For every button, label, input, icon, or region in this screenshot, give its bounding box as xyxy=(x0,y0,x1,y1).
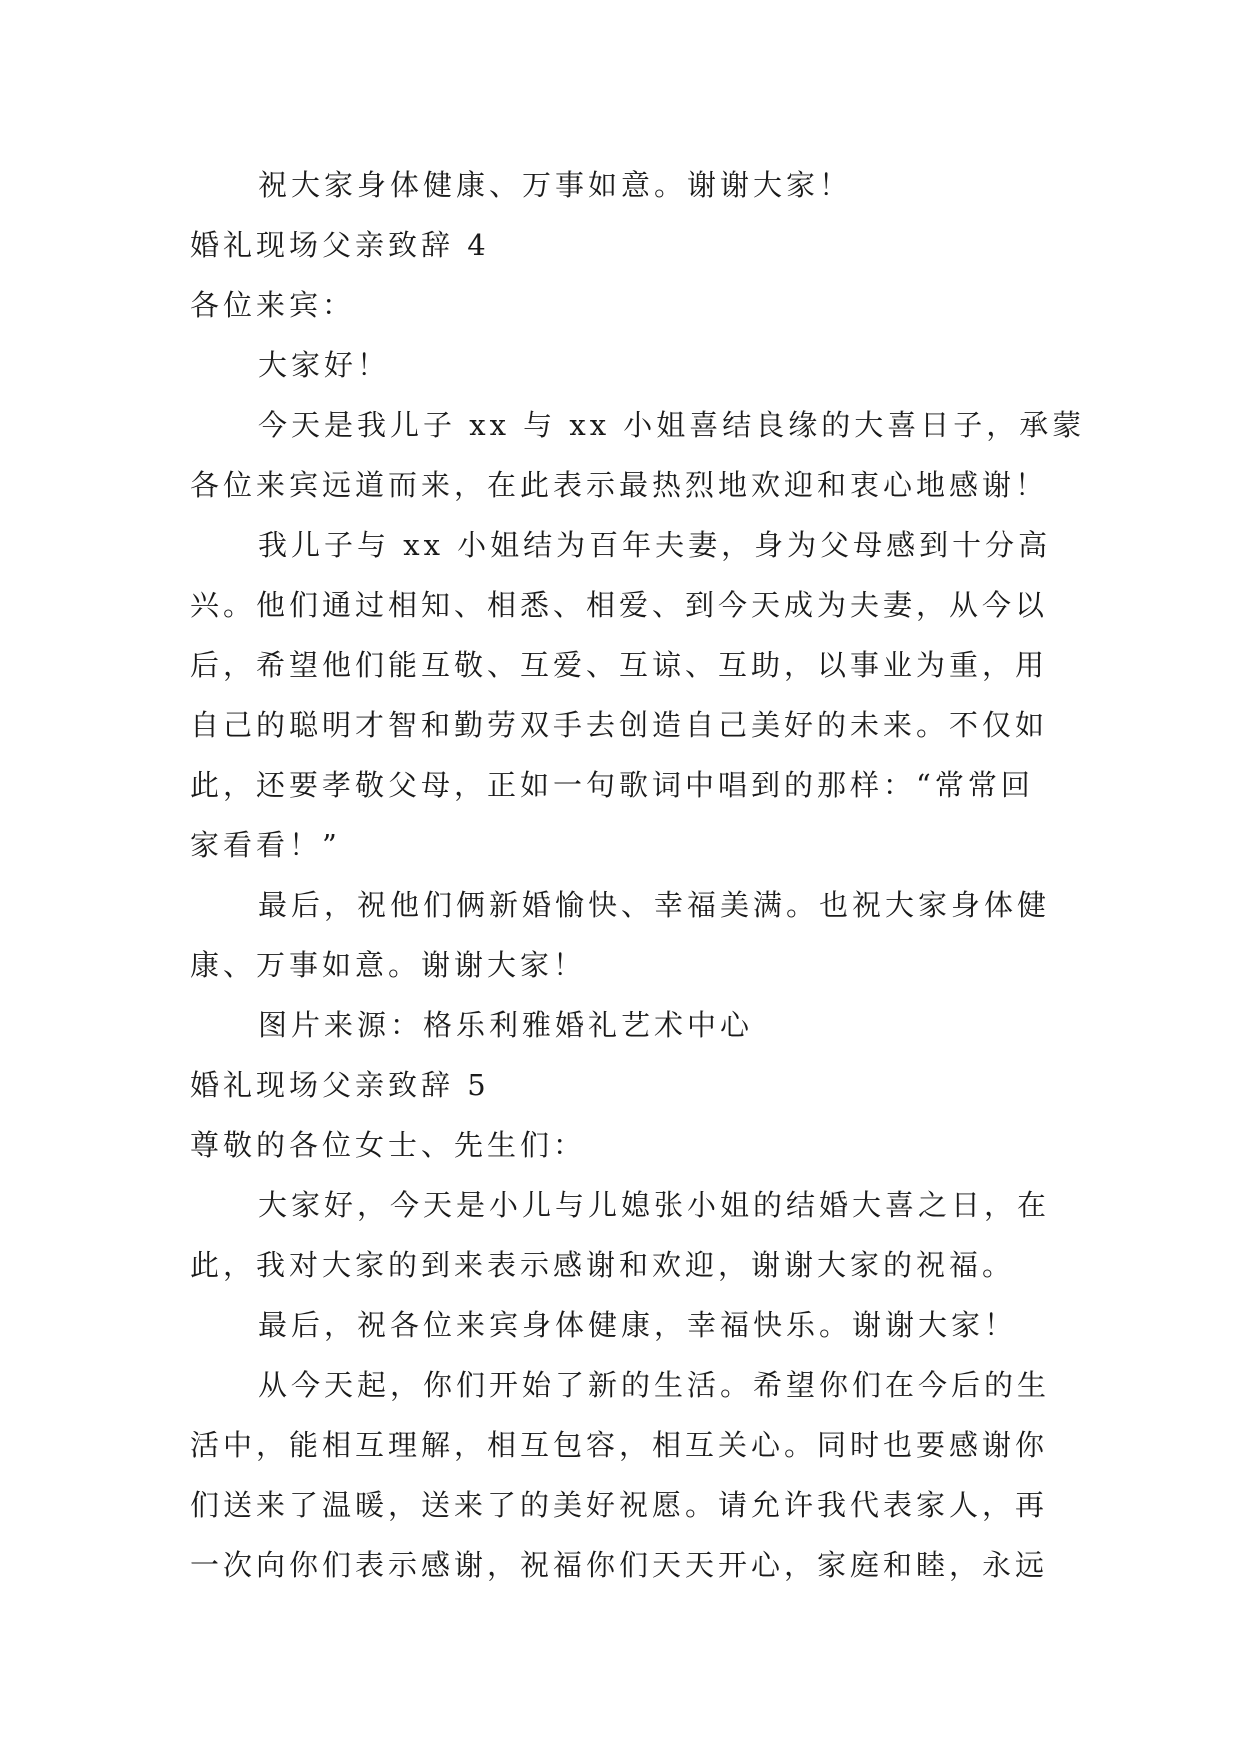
text-line: 大家好，今天是小儿与儿媳张小姐的结婚大喜之日，在 xyxy=(258,1188,1051,1222)
text-line: 活中，能相互理解，相互包容，相互关心。同时也要感谢你 xyxy=(190,1428,1049,1462)
text-line: 后，希望他们能互敬、互爱、互谅、互助，以事业为重，用 xyxy=(190,648,1049,682)
text-line: 我儿子与 xx 小姐结为百年夫妻，身为父母感到十分高 xyxy=(258,528,1052,562)
text-line: 们送来了温暖，送来了的美好祝愿。请允许我代表家人，再 xyxy=(190,1488,1049,1522)
text-line: 祝大家身体健康、万事如意。谢谢大家！ xyxy=(258,168,853,202)
text-line: 图片来源：格乐利雅婚礼艺术中心 xyxy=(258,1008,754,1042)
text-line: 大家好！ xyxy=(258,348,391,382)
section-heading: 婚礼现场父亲致辞 4 xyxy=(190,228,490,262)
section-heading: 婚礼现场父亲致辞 5 xyxy=(190,1068,490,1102)
text-line: 自己的聪明才智和勤劳双手去创造自己美好的未来。不仅如 xyxy=(190,708,1049,742)
salutation: 各位来宾： xyxy=(190,288,356,322)
salutation: 尊敬的各位女士、先生们： xyxy=(190,1128,587,1162)
text-line: 最后，祝各位来宾身体健康，幸福快乐。谢谢大家！ xyxy=(258,1308,1018,1342)
text-line: 康、万事如意。谢谢大家！ xyxy=(190,948,587,982)
text-line: 各位来宾远道而来，在此表示最热烈地欢迎和衷心地感谢！ xyxy=(190,468,1049,502)
text-line: 家看看！” xyxy=(190,828,341,862)
text-line: 最后，祝他们俩新婚愉快、幸福美满。也祝大家身体健 xyxy=(258,888,1051,922)
text-line: 今天是我儿子 xx 与 xx 小姐喜结良缘的大喜日子，承蒙 xyxy=(258,408,1086,442)
text-line: 兴。他们通过相知、相悉、相爱、到今天成为夫妻，从今以 xyxy=(190,588,1049,622)
text-line: 从今天起，你们开始了新的生活。希望你们在今后的生 xyxy=(258,1368,1051,1402)
document-body xyxy=(190,155,1086,1595)
text-line: 此，我对大家的到来表示感谢和欢迎，谢谢大家的祝福。 xyxy=(190,1248,1016,1282)
text-line: 此，还要孝敬父母，正如一句歌词中唱到的那样：“常常回 xyxy=(190,768,1034,802)
text-line: 一次向你们表示感谢，祝福你们天天开心，家庭和睦，永远 xyxy=(190,1548,1049,1582)
